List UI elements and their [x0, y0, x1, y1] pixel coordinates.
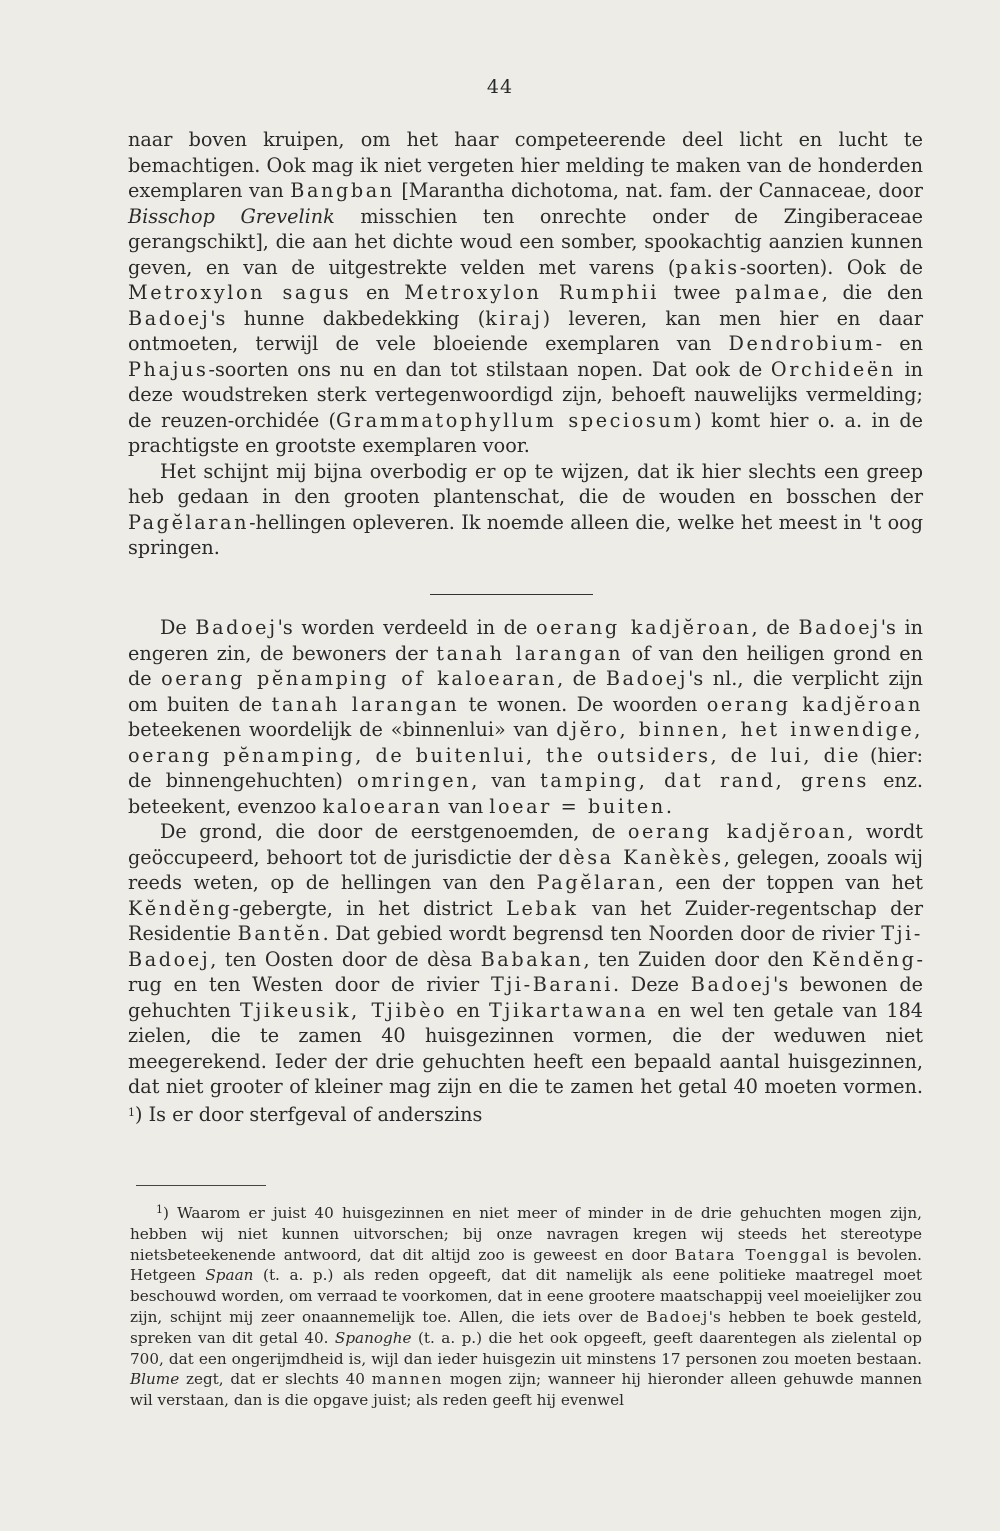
footnote: $^1$) Waarom er juist 40 huisgezinnen en niet meer of minder in de drie gehuchten mogen zijn, hebben wij niet kunnen uitvorschen; bij onze navragen kregen wij steeds het stereotype nietsbeteekenende antwoord, dat dit altijd zoo is geweest en door Batara Toenggal is bevolen. Hetgeen Spaan (t. a. p.) als reden opgeeft, dat dit namelijk als eene politieke maatregel moet beschouwd worden, om verraad te voorkomen, dat in eene grootere maatschappij veel moeielijker zou zijn, schijnt mij zeer onaannemelijk toe. Allen, die iets over de Badoej's hebben te boek gesteld, spreken van dit getal 40. Spanoghe (t. a. p.) die het ook opgeeft, geeft daarentegen als zielental op 700, dat een ongerijmdheid is, wijl dan ieder huisgezin uit minstens 17 personen zou moeten bestaan. Blume zegt, dat er slechts 40 mannen mogen zijn; wanneer hij hieronder alleen gehuwde mannen wil verstaan, dan is die opgave juist; als reden geeft hij evenwel — [130, 1203, 923, 1410]
footnote-reference: 1 — [128, 1105, 135, 1119]
page-number: 44 — [486, 76, 514, 98]
text-block-badoej — [128, 615, 923, 1127]
footnote-rule — [136, 1185, 266, 1186]
text-block-plants — [128, 127, 923, 561]
paragraph-plant-treasure: Het schijnt mij bijna overbodig er op te wijzen, dat ik hier slechts een greep heb gedaan in den grooten plantenschat, die de wouden en bosschen der Pagĕlaran-hellingen opleveren. Ik noemde alleen die, welke het meest in 't oog springen. — [128, 459, 923, 559]
paragraph-vegetation: naar boven kruipen, om het haar competeerende deel licht en lucht te bemachtigen. Ook mag ik niet vergeten hier melding te maken van de honderden exemplaren van Bangban [Marantha dichotoma, nat. fam. der Cannaceae, door Bisschop Grevelink misschien ten onrechte onder de Zingiberaceae gerangschikt], die aan het dichte woud een somber, spookachtig aanzien kunnen geven, en van de uitgestrekte velden met varens (pakis-soorten). Ook de Metroxylon sagus en Metroxylon Rumphii twee palmae, die den Badoej's hunne dakbedekking (kiraj) leveren, kan men hier en daar ontmoeten, terwijl de vele bloeiende exemplaren van Dendrobium- en Phajus-soorten ons nu en dan tot stilstaan nopen. Dat ook de Orchideën in deze woudstreken sterk vertegenwoordigd zijn, behoeft nauwelijks vermelding; de reuzen-orchidée (Grammatophyllum speciosum) komt hier o. a. in de prachtigste en grootste exemplaren voor. — [128, 128, 924, 457]
footnote-mark: 1 — [156, 1203, 163, 1216]
section-divider — [430, 594, 593, 595]
paragraph-badoej-territory: De grond, die door de eerstgenoemden, de oerang kadjĕroan, wordt geöccupeerd, behoort tot de jurisdictie der dèsa Kanèkès, gelegen, zooals wij reeds weten, op de hellingen van den Pagĕlaran, een der toppen van het Kĕndĕng-gebergte, in het district Lebak van het Zuider-regentschap der Residentie Bantĕn. Dat gebied wordt begrensd ten Noorden door de rivier Tji-Badoej, ten Oosten door de dèsa Babakan, ten Zuiden door den Kĕndĕng-rug en ten Westen door de rivier Tji-Barani. Deze Badoej's bewonen de gehuchten Tjikeusik, Tjibèo en Tjikartawana en wel ten getale van 184 zielen, die te zamen 40 huisgezinnen vormen, die der weduwen niet meegerekend. Ieder der drie gehuchten heeft een bepaald aantal huisgezinnen, dat niet grooter of kleiner mag zijn en die te zamen het getal 40 moeten vormen. $^1$) Is er door sterfgeval of anderszins — [128, 820, 924, 1126]
paragraph-badoej-division: De Badoej's worden verdeeld in de oerang kadjĕroan, de Badoej's in engeren zin, de bewoners der tanah larangan of van den heiligen grond en de oerang pĕnamping of kaloearan, de Badoej's nl., die verplicht zijn om buiten de tanah larangan te wonen. De woorden oerang kadjĕroan beteekenen woordelijk de «binnenlui» van djĕro, binnen, het inwendige, oerang pĕnamping, de buitenlui, the outsiders, de lui, die (hier: de binnengehuchten) omringen, van tamping, dat rand, grens enz. beteekent, evenzoo kaloearan van loear = buiten. — [128, 616, 924, 818]
